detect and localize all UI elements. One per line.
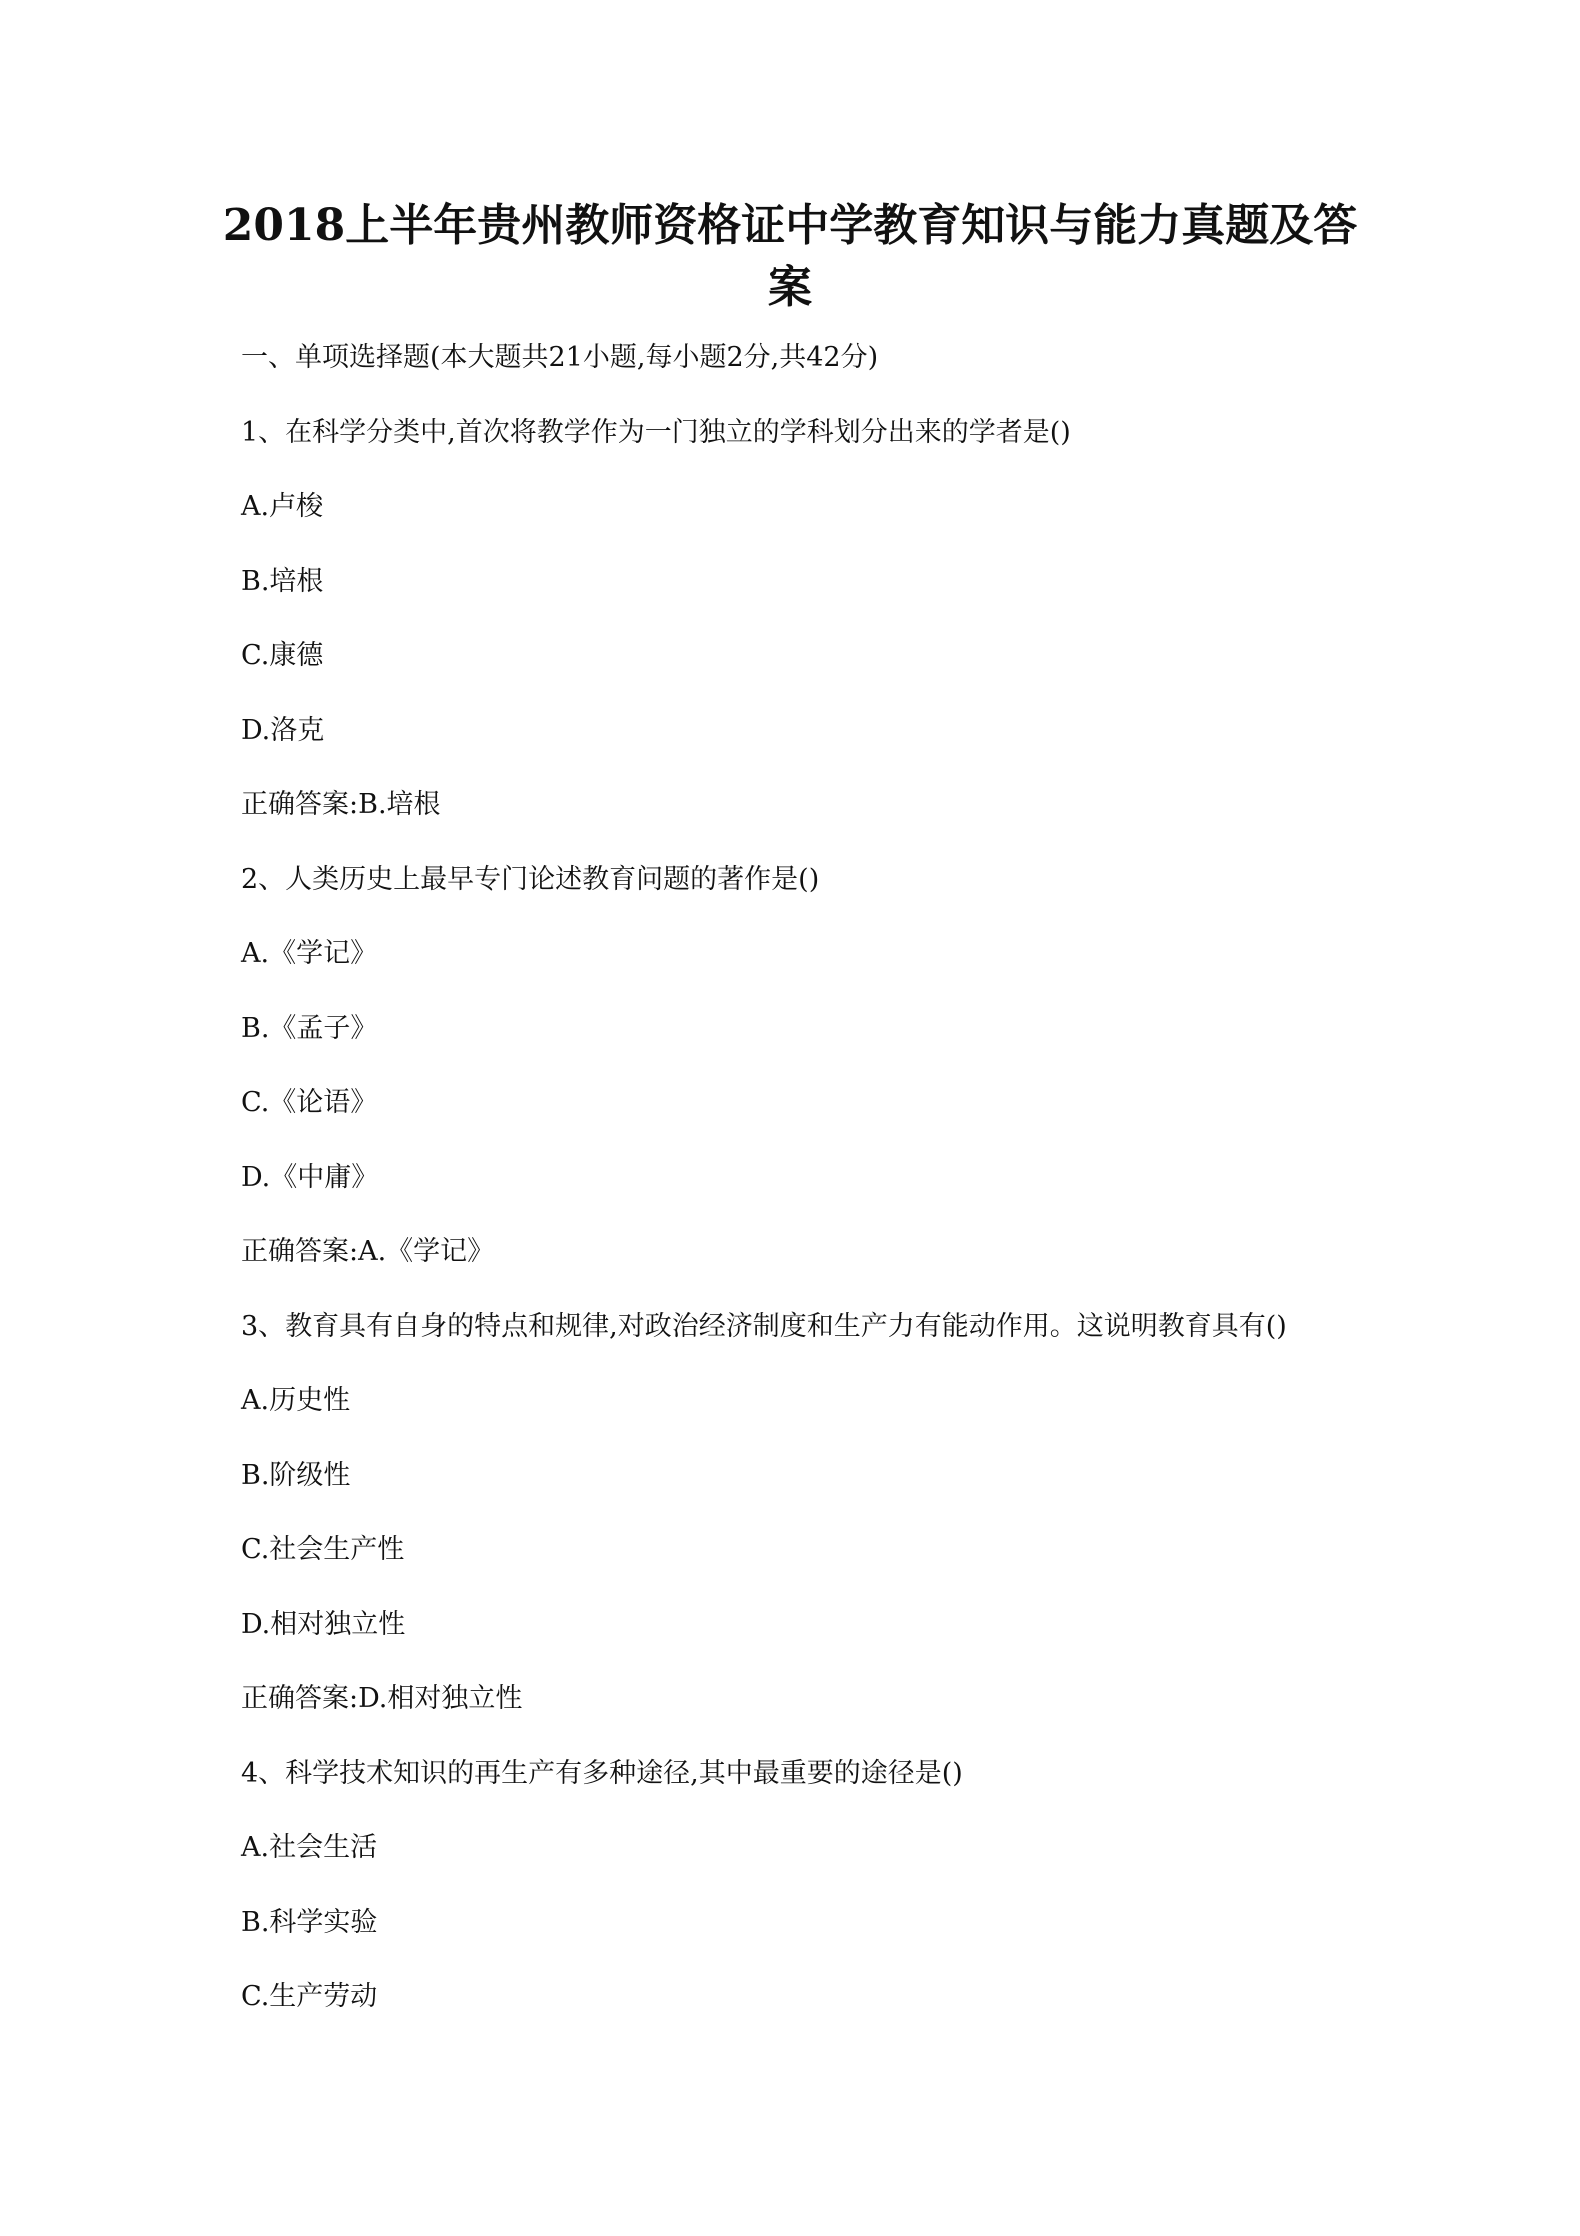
question-1-option-c: C.康德 [241,640,324,671]
question-1-option-b: B.培根 [241,565,324,597]
question-2-option-d: D.《中庸》 [241,1161,379,1193]
question-1-option-d: D.洛克 [241,714,325,746]
section-heading: 一、单项选择题(本大题共21小题,每小题2分,共42分) [241,342,879,373]
question-2-option-a: A.《学记》 [241,938,378,969]
question-1-stem: 1、在科学分类中,首次将教学作为一门独立的学科划分出来的学者是() [241,416,1071,448]
question-2-answer: 正确答案:A.《学记》 [241,1236,495,1267]
title-line-1: 2018上半年贵州教师资格证中学教育知识与能力真题及答 [222,200,1358,251]
question-1-option-a: A.卢梭 [241,491,324,522]
question-2-stem: 2、人类历史上最早专门论述教育问题的著作是() [241,863,820,895]
question-2-option-c: C.《论语》 [241,1087,378,1118]
question-4-option-c: C.生产劳动 [241,1981,378,2012]
question-3-option-c: C.社会生产性 [241,1534,405,1565]
title-line-2: 案 [768,262,812,313]
question-3-stem: 3、教育具有自身的特点和规律,对政治经济制度和生产力有能动作用。这说明教育具有() [241,1310,1287,1342]
document-body [241,340,1421,2054]
question-3-option-a: A.历史性 [241,1385,351,1416]
question-3-option-d: D.相对独立性 [241,1608,406,1640]
question-4-option-b: B.科学实验 [241,1906,378,1938]
question-4-option-a: A.社会生活 [241,1832,378,1863]
question-2-option-b: B.《孟子》 [241,1012,378,1044]
document-title [200,195,1380,319]
question-3-answer: 正确答案:D.相对独立性 [241,1683,523,1714]
question-3-option-b: B.阶级性 [241,1459,351,1491]
question-1-answer: 正确答案:B.培根 [241,789,441,820]
question-4-stem: 4、科学技术知识的再生产有多种途径,其中最重要的途径是() [241,1757,963,1789]
